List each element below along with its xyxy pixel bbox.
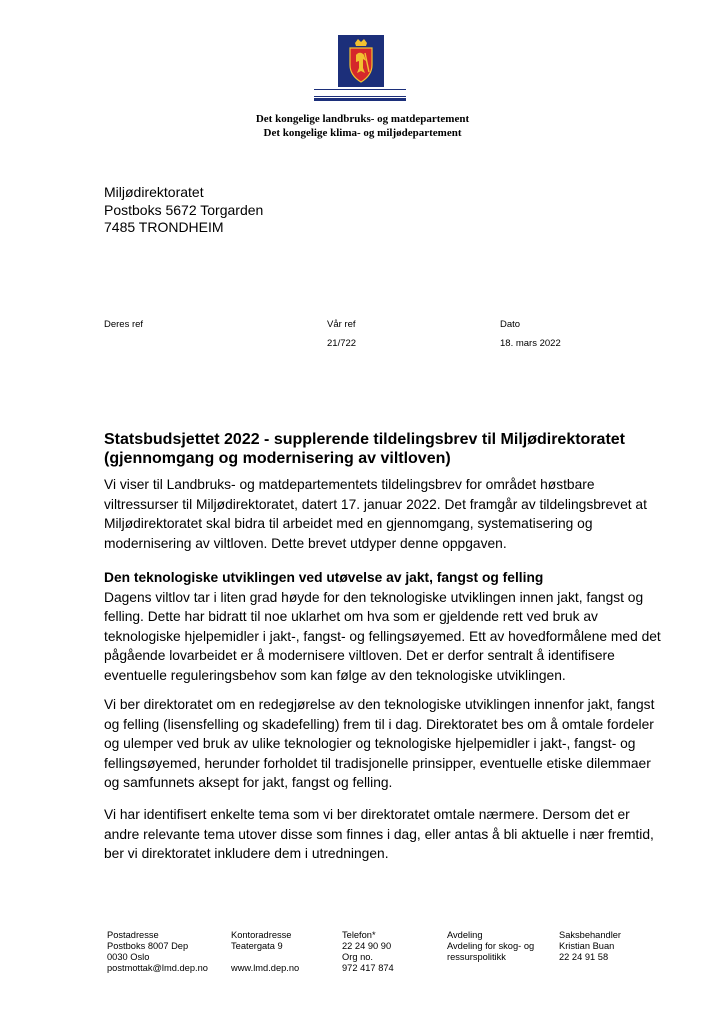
- recipient-address: [104, 184, 263, 237]
- logo-rule-thick: [314, 98, 406, 101]
- ministry-name: Det kongelige landbruks- og matdepartement: [255, 113, 470, 125]
- deres-ref-label: Deres ref: [104, 319, 144, 330]
- logo-rule-thin: [314, 89, 406, 90]
- footer-text: [231, 952, 299, 963]
- footer-text: ressurspolitikk: [447, 952, 506, 962]
- logo-background: [338, 35, 384, 87]
- var-ref-label: Vår ref: [327, 319, 356, 330]
- date-label: Dato: [500, 319, 521, 330]
- coat-of-arms-icon: [338, 35, 384, 87]
- footer-label: Postadresse: [107, 930, 159, 940]
- footer-text: Teatergata 9: [231, 941, 283, 951]
- footer-text: Avdeling for skog- og: [447, 941, 535, 951]
- footer-label: Telefon*: [342, 930, 376, 940]
- footer-label: Saksbehandler: [559, 930, 622, 940]
- var-ref-value: 21/722: [327, 338, 357, 349]
- footer-text: 972 417 874: [342, 963, 394, 973]
- letter-title: Statsbudsjettet 2022 - supplerende tildelingsbrev til Miljødirektoratet (gjennomgang og modernisering av viltloven): [104, 431, 625, 467]
- footer-text: Org no.: [342, 952, 374, 962]
- ministry-name: Det kongelige klima- og miljødepartement: [263, 127, 462, 139]
- date-value: 18. mars 2022: [500, 338, 561, 349]
- footer-label: Kontoradresse: [231, 930, 292, 940]
- footer-label: Avdeling: [447, 930, 483, 940]
- section-technology: [104, 568, 664, 685]
- footer-avdeling: [447, 930, 534, 963]
- recipient-address-line: Postboks 5672 Torgarden: [104, 201, 264, 218]
- intro-paragraph: Vi viser til Landbruks- og matdepartementets tildelingsbrev for området høstbare viltressurser til Miljødirektoratet, datert 17. januar 2022. Det framgår av tildelingsbrevet at Miljødirektoratet skal bidra til arbeidet med en gjennomgang, systematisering og modernisering av viltloven. Dette brevet utdyper denne oppgaven.: [104, 477, 647, 551]
- footer-postadresse: [107, 930, 208, 974]
- footer-text: Kristian Buan: [559, 941, 615, 951]
- recipient-postal-line: 7485 TRONDHEIM: [104, 219, 224, 235]
- footer-text: 0030 Oslo: [107, 952, 150, 962]
- footer-saksbehandler: [559, 930, 621, 963]
- body-paragraph: Vi har identifisert enkelte tema som vi ber direktoratet omtale nærmere. Dersom det er andre relevante tema utover disse som finnes i dag, eller antas å bli aktuelle i nær fremtid, ber vi direktoratet inkludere dem i utredningen.: [104, 807, 654, 861]
- footer-kontoradresse: [231, 930, 299, 974]
- footer-text: 22 24 90 90: [342, 941, 392, 951]
- recipient-name: Miljødirektoratet: [104, 184, 204, 200]
- logo-rule-thin: [314, 96, 406, 97]
- ministry-names: [0, 112, 725, 140]
- footer-text: Postboks 8007 Dep: [107, 941, 189, 951]
- footer-telefon: [342, 930, 394, 974]
- footer-text: 22 24 91 58: [559, 952, 609, 962]
- footer-website: www.lmd.dep.no: [231, 963, 300, 973]
- section-heading: Den teknologiske utviklingen ved utøvelse av jakt, fangst og felling: [104, 570, 544, 585]
- footer-email: postmottak@lmd.dep.no: [107, 963, 208, 973]
- section-paragraph: Dagens viltlov tar i liten grad høyde for den teknologiske utviklingen innen jakt, fangst og felling. Dette har bidratt til noe uklarhet om hva som er gjeldende rett ved bruk av teknologiske hjelpemidler i jakt-, fangst- og fellingsøyemed. Ett av hovedformålene med det pågående lovarbeidet er å modernisere viltloven. Det er derfor sentralt å identifisere eventuelle reguleringsbehov som kan følge av den teknologiske utviklingen.: [104, 589, 661, 683]
- body-paragraph: Vi ber direktoratet om en redegjørelse av den teknologiske utviklingen innenfor jakt, fangst og felling (lisensfelling og skadefelling) frem til i dag. Direktoratet bes om å omtale fordeler og ulemper ved bruk av ulike teknologier og teknologiske hjelpemidler i jakt-, fangst- og fellingsøyemed, herunder forholdet til tradisjonelle prinsipper, eventuelle etiske dilemmaer og samfunnets aksept for jakt, fangst og felling.: [104, 697, 655, 790]
